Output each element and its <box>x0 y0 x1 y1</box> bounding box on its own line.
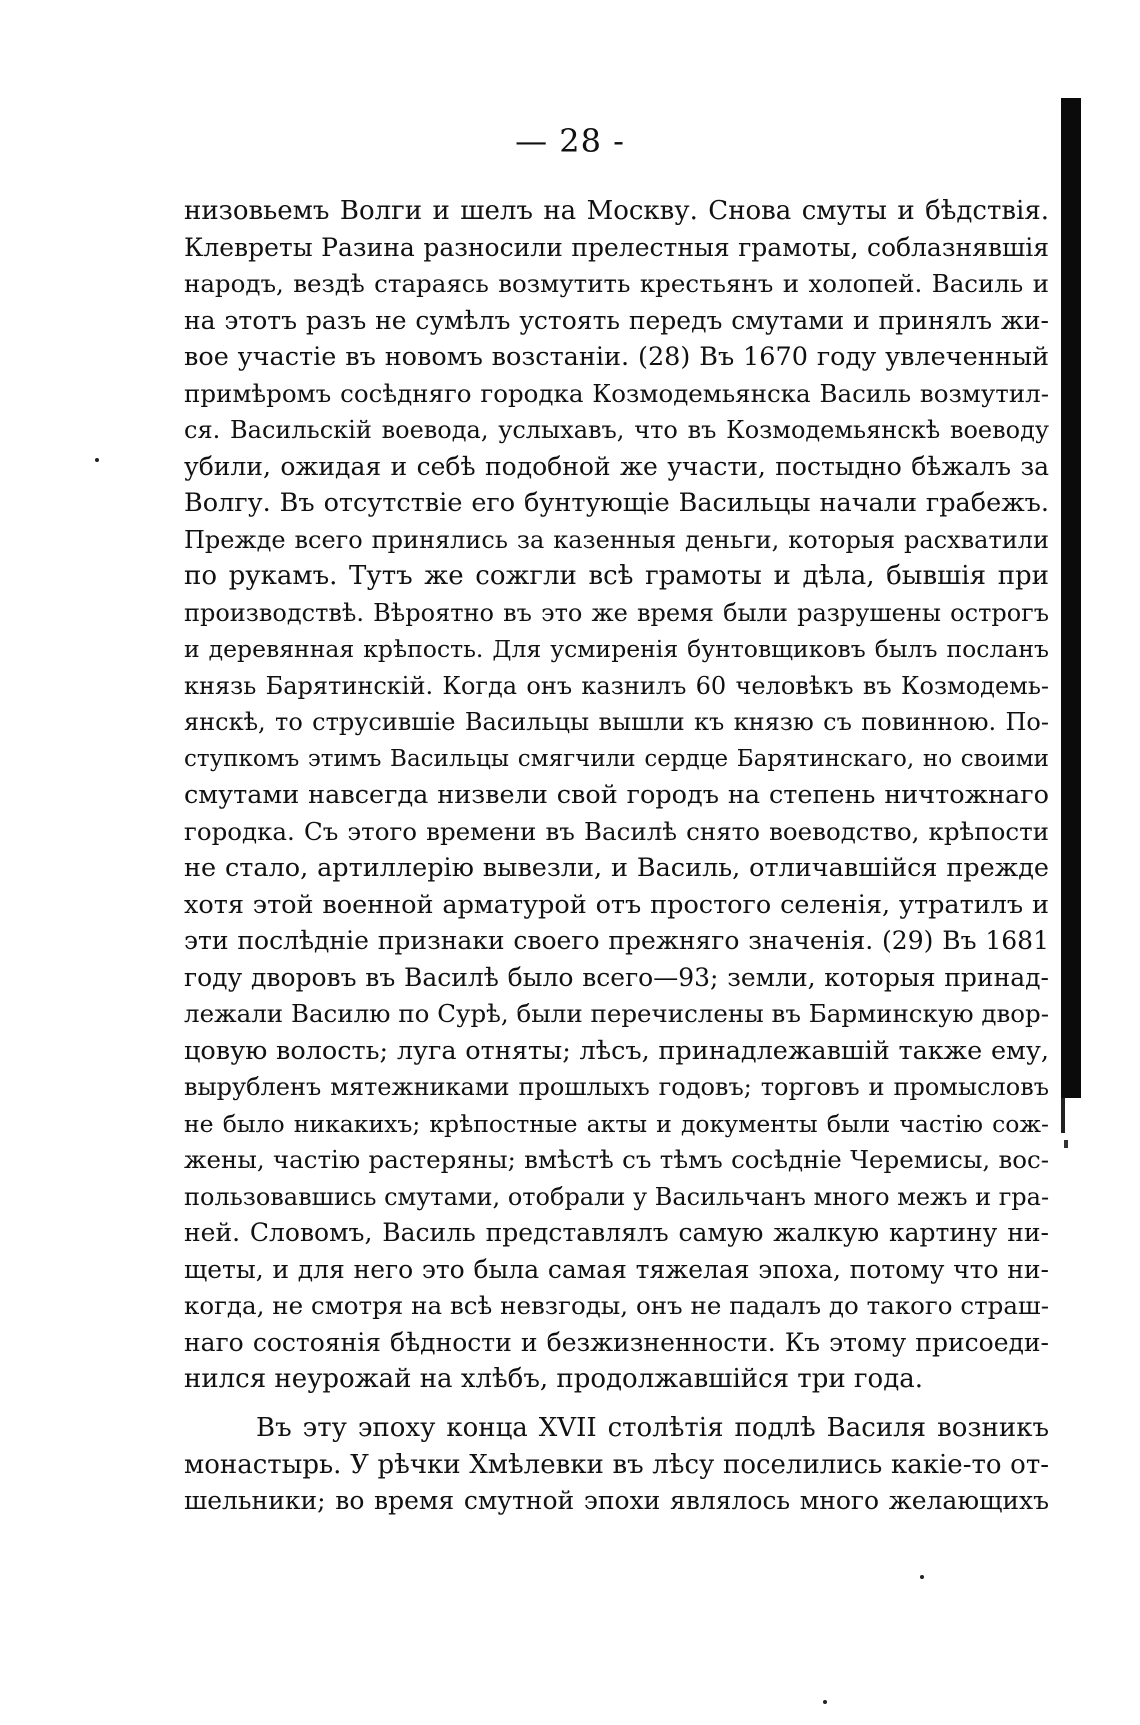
text-line: городка. Съ этого времени въ Василѣ снято воеводство, крѣпости <box>184 816 1049 846</box>
page-number: — 28 - <box>515 122 625 160</box>
text-line: на этотъ разъ не сумѣлъ устоять передъ смутами и принялъ жи- <box>184 305 1049 335</box>
text-line: Прежде всего принялись за казенныя деньги, которыя расхватили <box>184 525 1049 554</box>
text-line: ней. Словомъ, Василь представлялъ самую жалкую картину ни- <box>184 1218 1049 1247</box>
scan-speck <box>95 458 99 462</box>
text-line: не было никакихъ; крѣпостные акты и документы были частію сож- <box>184 1109 1049 1138</box>
text-line: щеты, и для него это была самая тяжелая эпоха, потому что ни- <box>184 1254 1049 1284</box>
text-line: шельники; во время смутной эпохи являлось много желающихъ <box>184 1486 1049 1515</box>
paragraph-2 <box>184 1410 1049 1520</box>
text-line: нился неурожай на хлѣбъ, продолжавшійся три года. <box>184 1364 923 1394</box>
text-line: монастырь. У рѣчки Хмѣлевки въ лѣсу поселились какіе-то от- <box>184 1449 1049 1480</box>
text-line: эти послѣдніе признаки своего прежняго значенія. (29) Въ 1681 <box>184 926 1049 955</box>
text-line: производствѣ. Вѣроятно въ это же время были разрушены острогъ <box>184 598 1049 627</box>
text-line: жены, частію растеряны; вмѣстѣ съ тѣмъ сосѣдніе Черемисы, вос- <box>184 1145 1049 1174</box>
text-line: наго состоянія бѣдности и безжизненности. Къ этому присоеди- <box>184 1327 1049 1357</box>
text-line: лежали Василю по Сурѣ, были перечислены въ Барминскую двор- <box>184 999 1049 1028</box>
text-line: янскѣ, то струсившіе Васильцы вышли къ князю съ повинною. По- <box>184 708 1049 736</box>
text-line: народъ, вездѣ стараясь возмутить крестьянъ и холопей. Василь и <box>184 269 1049 298</box>
text-line: когда, не смотря на всѣ невзгоды, онъ не падалъ до такого страш- <box>184 1291 1049 1320</box>
binding-shadow <box>1061 98 1081 1098</box>
text-line: по рукамъ. Тутъ же сожгли всѣ грамоты и дѣла, бывшія при <box>184 561 1049 591</box>
text-line: не стало, артиллерію вывезли, и Василь, отличавшійся прежде <box>184 853 1049 883</box>
text-line: смутами навсегда низвели свой городъ на степень ничтожнаго <box>184 780 1049 810</box>
binding-shadow-tail <box>1061 1098 1065 1133</box>
binding-shadow-mark <box>1064 1140 1068 1148</box>
scan-speck <box>920 1575 924 1579</box>
text-line: примѣромъ сосѣдняго городка Козмодемьянска Василь возмутил- <box>184 378 1049 408</box>
text-line: Клевреты Разина разносили прелестныя грамоты, соблазнявшія <box>184 232 1049 262</box>
text-line: вое участіе въ новомъ возстаніи. (28) Въ 1670 году увлеченный <box>184 342 1049 372</box>
text-line: цовую волость; луга отняты; лѣсъ, принадлежавшій также ему, <box>184 1035 1049 1066</box>
text-line: году дворовъ въ Василѣ было всего—93; земли, которыя принад- <box>184 962 1049 992</box>
text-line: пользовавшись смутами, отобрали у Васильчанъ много межъ и гра- <box>184 1182 1050 1211</box>
text-line: Волгу. Въ отсутствіе его бунтующіе Васильцы начали грабежъ. <box>184 488 1049 518</box>
paragraph-1 <box>184 193 1049 1398</box>
text-line: ся. Васильскій воевода, услыхавъ, что въ Козмодемьянскѣ воеводу <box>184 416 1049 444</box>
text-line: хотя этой военной арматурой отъ простого селенія, утратилъ и <box>184 889 1049 920</box>
text-line: Въ эту эпоху конца XVII столѣтія подлѣ Василя возникъ <box>256 1413 1049 1443</box>
scan-speck <box>823 1700 827 1704</box>
text-line: вырубленъ мятежниками прошлыхъ годовъ; торговъ и промысловъ <box>184 1073 1049 1101</box>
text-line: низовьемъ Волги и шелъ на Москву. Снова смуты и бѣдствія. <box>184 196 1049 226</box>
text-line: и деревянная крѣпость. Для усмиренія бунтовщиковъ былъ посланъ <box>184 635 1049 663</box>
text-line: князь Барятинскій. Когда онъ казнилъ 60 человѣкъ въ Козмодемь- <box>184 671 1049 700</box>
text-line: ступкомъ этимъ Васильцы смягчили сердце Барятинскаго, но своими <box>184 745 1049 772</box>
text-line: убили, ожидая и себѣ подобной же участи, постыдно бѣжалъ за <box>184 451 1049 481</box>
